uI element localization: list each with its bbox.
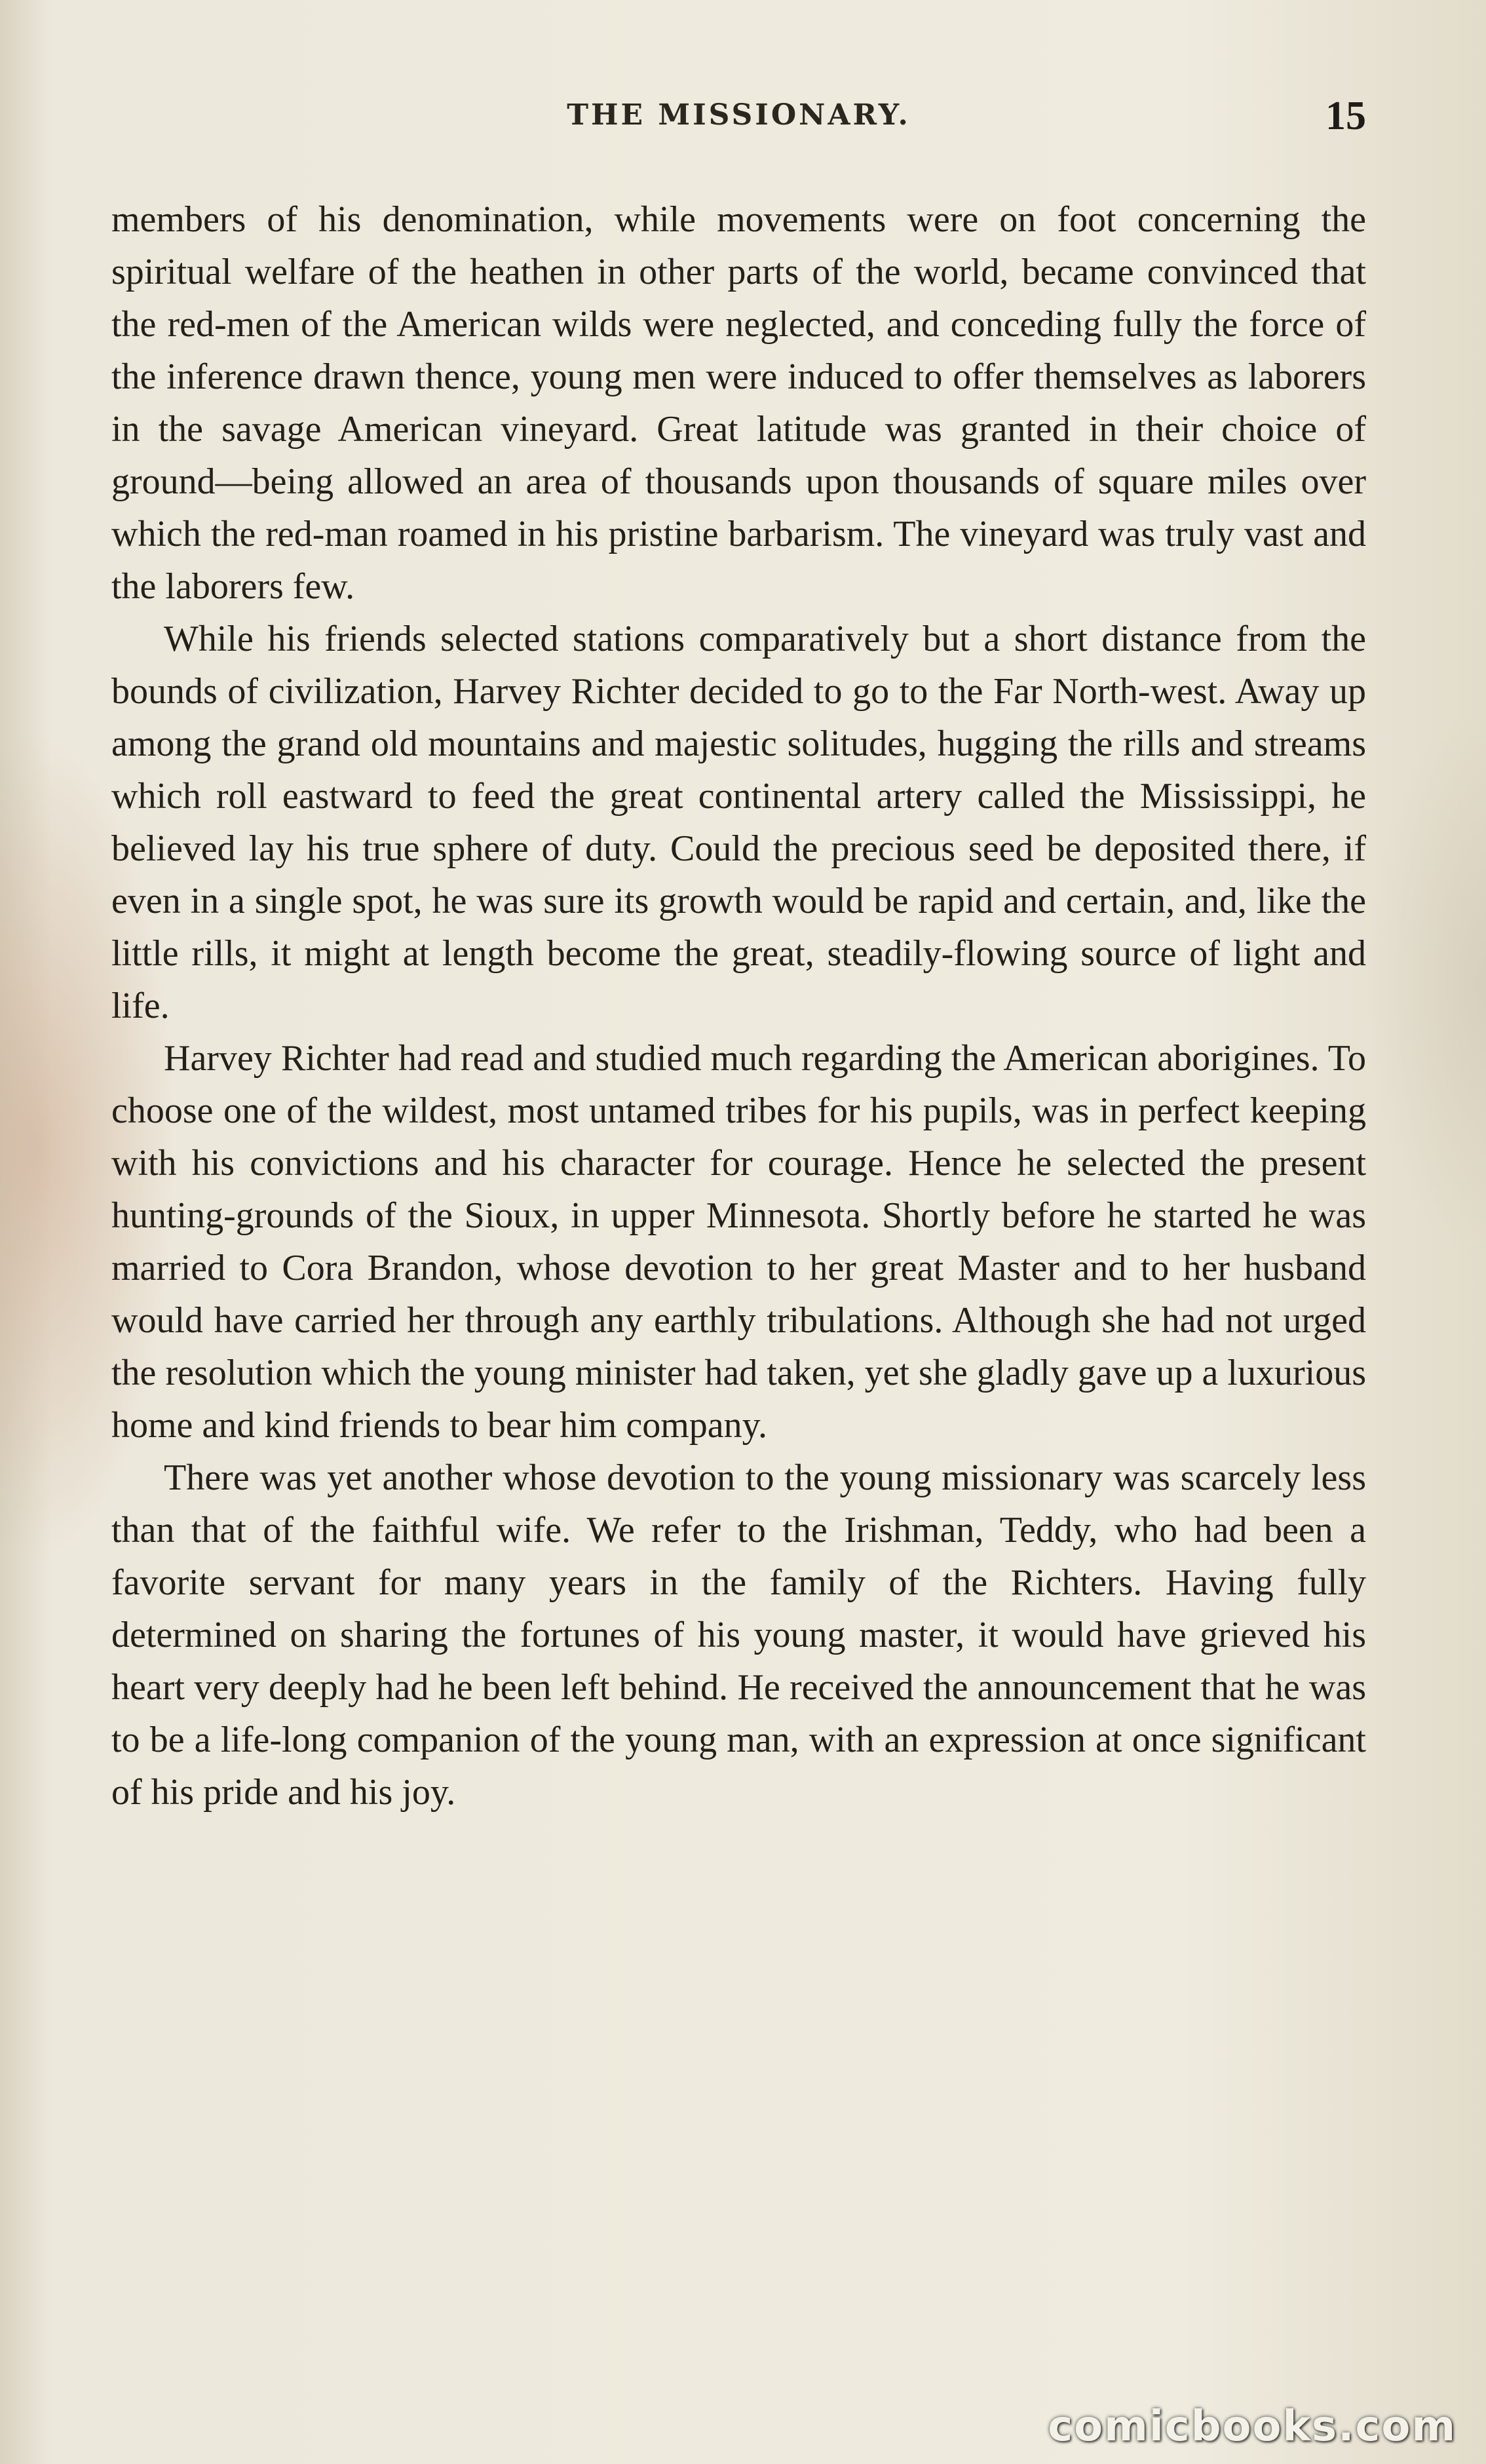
paragraph-3: Harvey Richter had read and studied much regarding the American aborigines. To choose one of the wildest, most untamed tribes for his pupils, was in perfect keeping with his convictions and his character for courage. Hence he selected the present hunting-grounds of the Sioux, in upper Minnesota. Shortly before he started he was married to Cora Brandon, whose devotion to her great Master and to her husband would have carried her through any earthly tribulations. Although she had not urged the resolution which the young minister had taken, yet she gladly gave up a luxurious home and kind friends to bear him company.	[111, 1038, 1366, 1446]
running-title: THE MISSIONARY.	[567, 98, 911, 132]
paragraph-1: members of his denomination, while movements were on foot concerning the spiritual welfare of the heathen in other parts of the world, became convinced that the red-men of the American wilds were neglected, and conceding fully the force of the inference drawn thence, young men were induced to offer themselves as laborers in the savage American vineyard. Great latitude was granted in their choice of ground—being allowed an area of thousands upon thousands of square miles over which the red-man roamed in his pristine barbarism. The vineyard was truly vast and the laborers few.	[111, 199, 1366, 607]
page-number: 15	[1325, 94, 1366, 138]
paragraph-4: There was yet another whose devotion to the young missionary was scarcely less than that of the faithful wife. We refer to the Irishman, Teddy, who had been a favorite servant for many years in the family of the Richters. Having fully determined on sharing the fortunes of his young master, it would have grieved his heart very deeply had he been left behind. He received the announcement that he was to be a life-long companion of the young man, with an expression at once significant of his pride and his joy.	[111, 1457, 1366, 1813]
paragraph-2: While his friends selected stations comparatively but a short distance from the bounds of civilization, Harvey Richter decided to go to the Far North-west. Away up among the grand old mountains and majestic solitudes, hugging the rills and streams which roll eastward to feed the great continental artery called the Mississippi, he believed lay his true sphere of duty. Could the precious seed be deposited there, if even in a single spot, he was sure its growth would be rapid and certain, and, like the little rills, it might at length become the great, steadily-flowing source of light and life.	[111, 619, 1366, 1026]
body-text	[111, 193, 1366, 1819]
watermark: comicbooks.com	[1048, 2402, 1457, 2451]
page-header	[111, 94, 1366, 151]
